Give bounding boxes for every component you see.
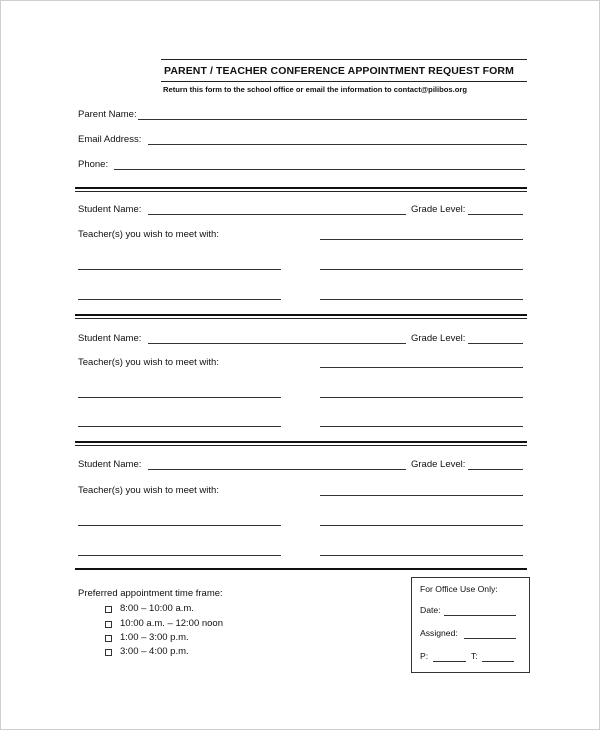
time-frame-label: Preferred appointment time frame: — [78, 588, 223, 599]
office-date-field[interactable] — [444, 615, 516, 616]
section-divider — [75, 187, 527, 189]
office-t-label: T: — [471, 651, 478, 661]
student-name-label: Student Name: — [78, 204, 142, 215]
student-name-label: Student Name: — [78, 459, 142, 470]
time-option-checkbox[interactable] — [105, 606, 112, 613]
form-subtitle: Return this form to the school office or email the information to contact@pilibos.org — [163, 85, 467, 94]
teacher-field[interactable] — [320, 299, 523, 300]
teacher-field[interactable] — [78, 299, 281, 300]
student-name-field[interactable] — [148, 469, 406, 470]
time-option-label: 1:00 – 3:00 p.m. — [120, 632, 189, 643]
teacher-field[interactable] — [78, 397, 281, 398]
time-option-label: 8:00 – 10:00 a.m. — [120, 603, 194, 614]
teacher-field[interactable] — [78, 525, 281, 526]
grade-level-field[interactable] — [468, 214, 523, 215]
phone-field[interactable] — [114, 169, 525, 170]
student-name-field[interactable] — [148, 214, 406, 215]
office-assigned-label: Assigned: — [420, 628, 458, 638]
phone-label: Phone: — [78, 159, 109, 170]
teacher-field[interactable] — [78, 269, 281, 270]
teacher-field[interactable] — [320, 525, 523, 526]
office-assigned-field[interactable] — [464, 638, 516, 639]
student-name-field[interactable] — [148, 343, 406, 344]
office-use-heading: For Office Use Only: — [420, 584, 498, 594]
grade-level-label: Grade Level: — [411, 459, 466, 470]
time-option-checkbox[interactable] — [105, 621, 112, 628]
teacher-field[interactable] — [78, 426, 281, 427]
teacher-field[interactable] — [78, 555, 281, 556]
title-bottom-rule — [161, 81, 527, 82]
office-date-label: Date: — [420, 605, 441, 615]
grade-level-field[interactable] — [468, 469, 523, 470]
section-divider — [75, 568, 527, 570]
office-t-field[interactable] — [482, 661, 514, 662]
email-label: Email Address: — [78, 134, 142, 145]
time-option-label: 3:00 – 4:00 p.m. — [120, 646, 189, 657]
section-divider-thin — [75, 445, 527, 446]
email-field[interactable] — [148, 144, 527, 145]
teachers-label: Teacher(s) you wish to meet with: — [78, 485, 219, 496]
parent-name-label: Parent Name: — [78, 109, 137, 120]
title-top-rule — [161, 59, 527, 60]
time-option-label: 10:00 a.m. – 12:00 noon — [120, 618, 223, 629]
student-name-label: Student Name: — [78, 333, 142, 344]
teacher-field[interactable] — [320, 397, 523, 398]
parent-name-field[interactable] — [138, 119, 527, 120]
teacher-field[interactable] — [320, 555, 523, 556]
form-title: PARENT / TEACHER CONFERENCE APPOINTMENT REQUEST FORM — [164, 65, 514, 77]
time-option-checkbox[interactable] — [105, 649, 112, 656]
section-divider — [75, 314, 527, 316]
office-p-label: P: — [420, 651, 429, 661]
teacher-field[interactable] — [320, 239, 523, 240]
grade-level-label: Grade Level: — [411, 204, 466, 215]
office-use-box — [411, 577, 530, 673]
teacher-field[interactable] — [320, 367, 523, 368]
section-divider-thin — [75, 318, 527, 319]
teacher-field[interactable] — [320, 269, 523, 270]
grade-level-field[interactable] — [468, 343, 523, 344]
section-divider — [75, 441, 527, 443]
teachers-label: Teacher(s) you wish to meet with: — [78, 229, 219, 240]
teacher-field[interactable] — [320, 426, 523, 427]
time-option-checkbox[interactable] — [105, 635, 112, 642]
section-divider-thin — [75, 191, 527, 192]
office-p-field[interactable] — [433, 661, 466, 662]
teachers-label: Teacher(s) you wish to meet with: — [78, 357, 219, 368]
grade-level-label: Grade Level: — [411, 333, 466, 344]
teacher-field[interactable] — [320, 495, 523, 496]
